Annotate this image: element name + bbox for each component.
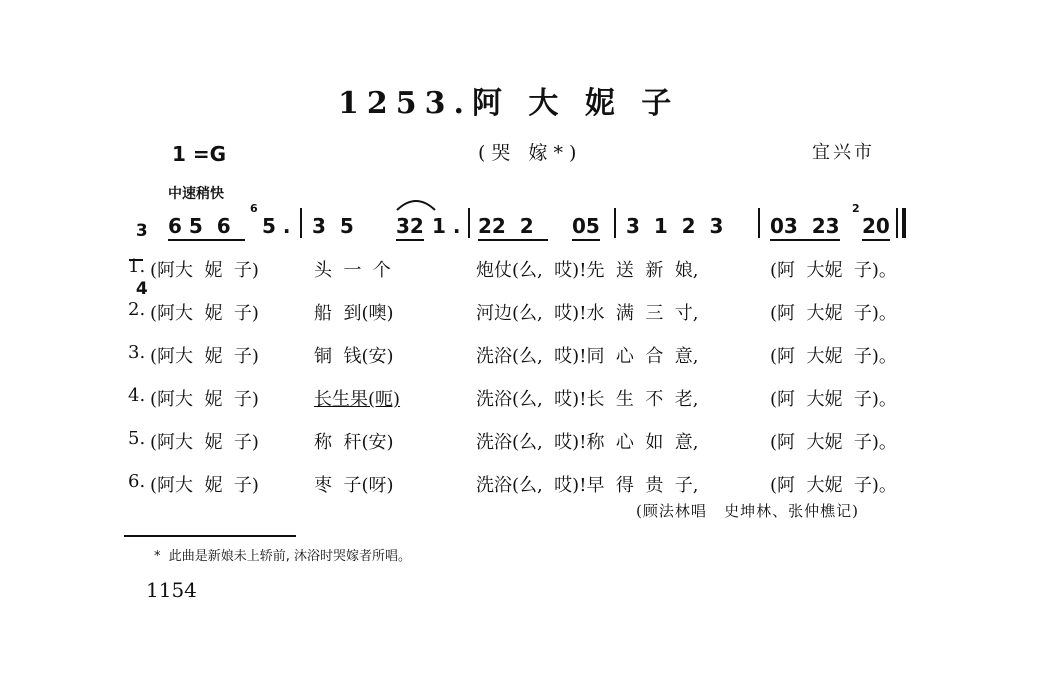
barline — [758, 208, 760, 238]
lyric-segment: (阿 大妮 子)。 — [770, 303, 897, 324]
final-barline — [896, 208, 898, 238]
lyric-segment: (阿 大妮 子)。 — [770, 432, 897, 453]
measure-5-end: 20 — [862, 214, 890, 238]
final-barline-thick — [902, 208, 906, 238]
time-signature-top: 3 — [135, 221, 148, 241]
footnote-divider — [124, 535, 296, 537]
lyric-segment: (阿大 妮 子) — [150, 346, 259, 367]
measure-2: 3 5 — [312, 214, 368, 238]
verse-number: 4. — [128, 385, 146, 406]
lyric-segment: 称 秆(安) — [314, 432, 394, 453]
verse-number: 2. — [128, 299, 146, 320]
song-subtitle: (哭 嫁*) — [478, 142, 583, 164]
lyric-segment: 洗浴(么, 哎)!早 得 贵 子, — [476, 475, 699, 496]
lyric-segment: 铜 钱(安) — [314, 346, 394, 367]
key-signature: 1 =G — [172, 142, 227, 166]
barline — [468, 208, 470, 238]
measure-2-slurred: 32 — [396, 214, 424, 238]
lyric-segment: 河边(么, 哎)!水 满 三 寸, — [476, 303, 699, 324]
time-signature — [124, 204, 148, 298]
region-label: 宜兴市 — [812, 142, 875, 163]
tempo-marking: 中速稍快 — [168, 186, 224, 202]
page-number: 1154 — [146, 578, 197, 602]
lyric-segment: 洗浴(么, 哎)!长 生 不 老, — [476, 389, 699, 410]
slur-mark — [394, 196, 438, 212]
measure-5: 03 23 — [770, 214, 840, 238]
lyric-segment: (阿大 妮 子) — [150, 475, 259, 496]
verse-number: 1. — [128, 256, 146, 277]
grace-note-1: 6 — [250, 202, 258, 215]
performer-credit: (顾法林唱 史坤林、张仲樵记) — [636, 502, 860, 520]
barline — [300, 208, 302, 238]
lyric-segment: 洗浴(么, 哎)!称 心 如 意, — [476, 432, 699, 453]
lyric-segment: 枣 子(呀) — [314, 475, 394, 496]
measure-4: 3 1 2 3 — [626, 214, 724, 238]
measure-2-end: 1 . — [432, 214, 461, 238]
lyric-segment: (阿 大妮 子)。 — [770, 346, 897, 367]
lyric-segment: (阿 大妮 子)。 — [770, 389, 897, 410]
lyric-segment: 长生果(呃) — [314, 389, 401, 410]
measure-3: 22 2 — [478, 214, 548, 238]
lyric-segment: (阿 大妮 子)。 — [770, 260, 897, 281]
verse-number: 3. — [128, 342, 146, 363]
time-signature-bottom: 4 — [135, 279, 148, 299]
lyric-segment: (阿大 妮 子) — [150, 389, 259, 410]
measure-3-end: 05 — [572, 214, 600, 238]
lyric-segment: 洗浴(么, 哎)!同 心 合 意, — [476, 346, 699, 367]
grace-note-2: 2 — [852, 202, 860, 215]
song-title: 1253.阿 大 妮 子 — [338, 86, 680, 121]
lyric-segment: (阿大 妮 子) — [150, 260, 259, 281]
lyric-segment: (阿大 妮 子) — [150, 303, 259, 324]
verse-number: 6. — [128, 471, 146, 492]
verse-number: 5. — [128, 428, 146, 449]
footnote: * 此曲是新娘未上轿前, 沐浴时哭嫁者所唱。 — [154, 549, 412, 564]
lyric-segment: 船 到(噢) — [314, 303, 394, 324]
barline — [614, 208, 616, 238]
lyric-segment: (阿大 妮 子) — [150, 432, 259, 453]
lyric-segment: (阿 大妮 子)。 — [770, 475, 897, 496]
lyric-segment: 炮仗(么, 哎)!先 送 新 娘, — [476, 260, 699, 281]
lyric-segment: 头 一 个 — [314, 260, 391, 281]
measure-1-end: 5 . — [262, 214, 291, 238]
measure-1: 6 5 6 — [168, 214, 245, 238]
